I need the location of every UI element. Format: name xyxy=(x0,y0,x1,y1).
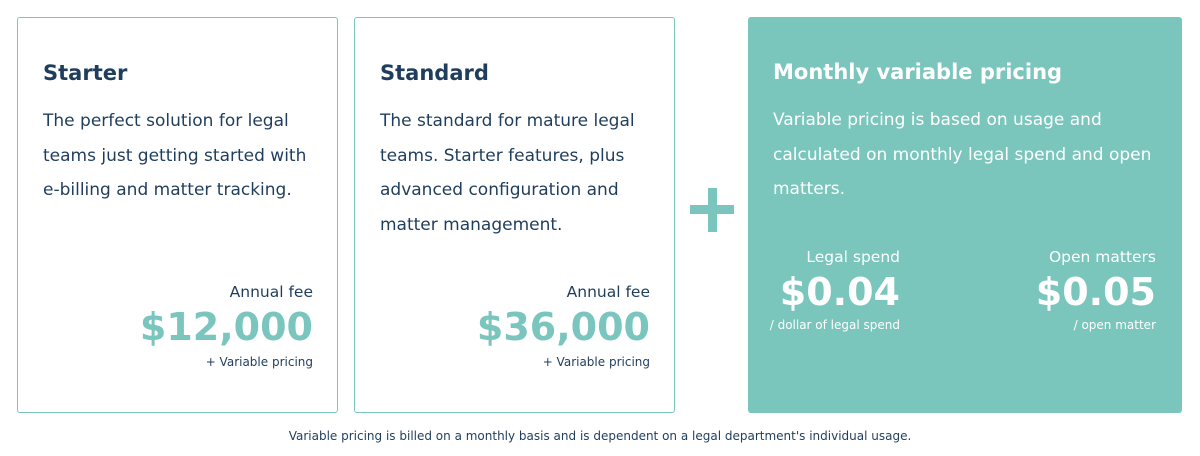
price-note: + Variable pricing xyxy=(542,355,650,369)
variable-pricing-title: Monthly variable pricing xyxy=(773,60,1063,84)
metric-label: Legal spend xyxy=(806,248,900,266)
price-note: + Variable pricing xyxy=(205,355,313,369)
plan-price: $12,000 xyxy=(139,305,313,349)
metric-unit: / open matter xyxy=(1073,318,1156,332)
variable-pricing-description: Variable pricing is based on usage and calculated on monthly legal spend and open matters. xyxy=(773,110,1152,199)
variable-pricing-card xyxy=(748,17,1182,413)
metric-value: $0.04 xyxy=(779,270,900,314)
plan-title: Starter xyxy=(43,61,128,85)
pricing-footnote: Variable pricing is billed on a monthly basis and is dependent on a legal department's individual usage. xyxy=(288,429,912,443)
plan-title: Standard xyxy=(380,61,489,85)
price-block xyxy=(477,282,650,370)
metric-label: Open matters xyxy=(1048,248,1156,266)
plan-card-standard xyxy=(354,17,675,413)
plan-price: $36,000 xyxy=(476,305,650,349)
metric-legal-spend xyxy=(770,247,900,333)
fee-label: Annual fee xyxy=(229,283,313,301)
plan-description: The perfect solution for legal teams just getting started with e-billing and matter tracking. xyxy=(43,111,307,200)
metric-unit: / dollar of legal spend xyxy=(769,318,900,332)
plan-description: The standard for mature legal teams. Starter features, plus advanced configuration and matter management. xyxy=(380,111,635,235)
metric-open-matters xyxy=(1036,247,1156,333)
metric-value: $0.05 xyxy=(1035,270,1156,314)
plus-icon xyxy=(688,186,736,234)
price-block xyxy=(140,282,313,370)
plan-card-starter xyxy=(17,17,338,413)
fee-label: Annual fee xyxy=(566,283,650,301)
